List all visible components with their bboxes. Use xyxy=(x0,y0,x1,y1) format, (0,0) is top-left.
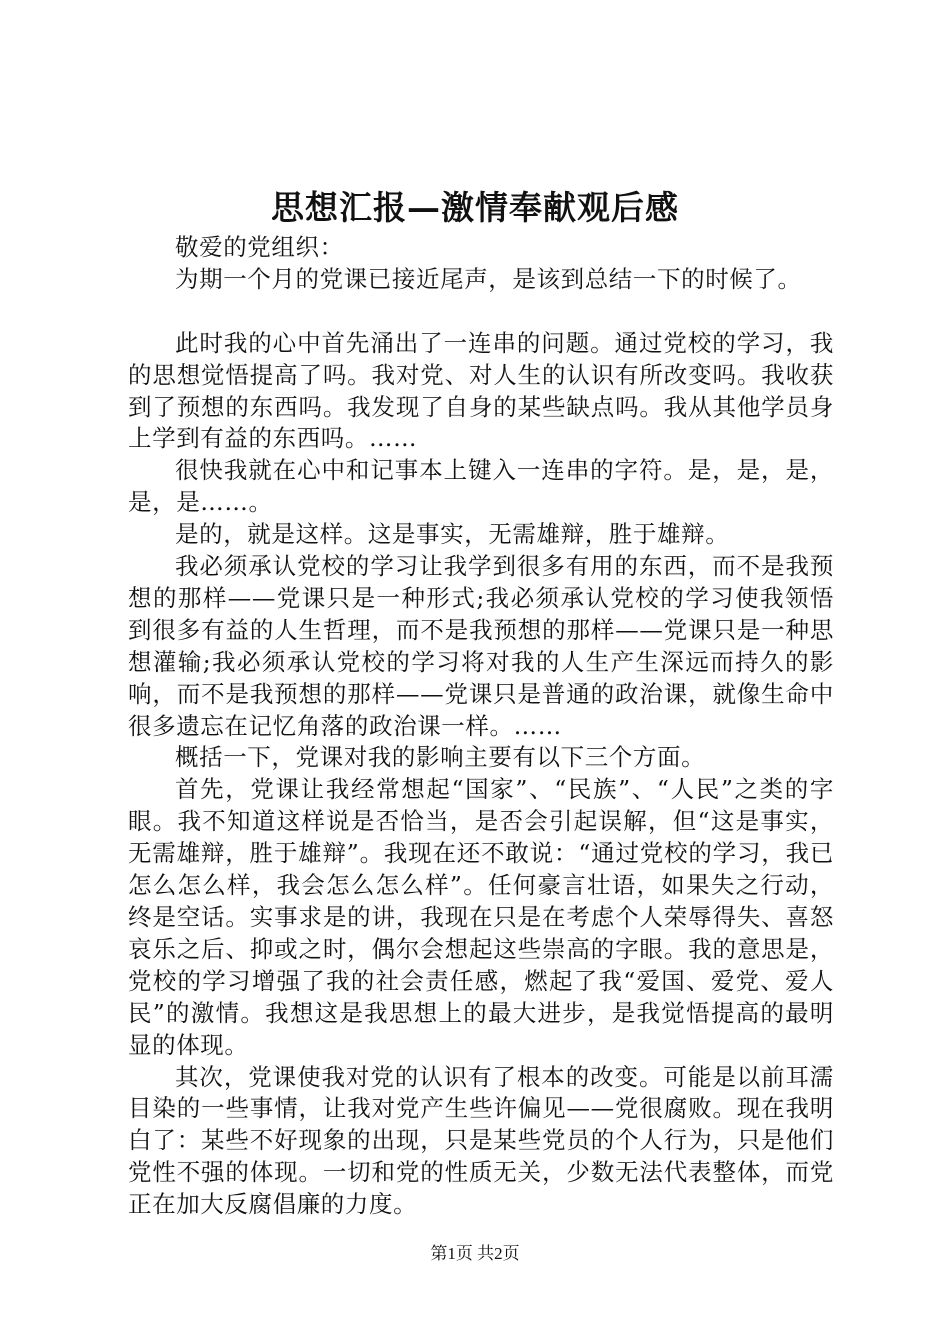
body-paragraph: 很快我就在心中和记事本上键入一连串的字符。是，是，是，是，是……。 xyxy=(128,456,834,517)
body-paragraph: 此时我的心中首先涌出了一连串的问题。通过党校的学习，我的思想觉悟提高了吗。我对党、对人生的认识有所改变吗。我收获到了预想的东西吗。我发现了自身的某些缺点吗。我从其他学员身上学到有益的东西吗。…… xyxy=(128,328,834,453)
salutation: 敬爱的党组织： xyxy=(175,233,344,261)
body-paragraph: 我必须承认党校的学习让我学到很多有用的东西，而不是我预想的那样——党课只是一种形式;我必须承认党校的学习使我领悟到很多有益的人生哲理，而不是我预想的那样——党课只是一种思想灌输;我必须承认党校的学习将对我的人生产生深远而持久的影响，而不是我预想的那样——党课只是普通的政治课，就像生命中很多遗忘在记忆角落的政治课一样。…… xyxy=(128,552,834,740)
body-paragraph: 为期一个月的党课已接近尾声，是该到总结一下的时候了。 xyxy=(175,264,802,293)
body-paragraph: 是的，就是这样。这是事实，无需雄辩，胜于雄辩。 xyxy=(175,520,730,549)
body-paragraph: 首先，党课让我经常想起“国家”、“民族”、“人民”之类的字眼。我不知道这样说是否恰当，是否会引起误解，但“这是事实，无需雄辩，胜于雄辩”。我现在还不敢说：“通过党校的学习，我已怎么怎么样，我会怎么怎么样”。任何豪言壮语，如果失之行动，终是空话。实事求是的讲，我现在只是在考虑个人荣辱得失、喜怒哀乐之后、抑或之时，偶尔会想起这些崇高的字眼。我的意思是，党校的学习增强了我的社会责任感，燃起了我“爱国、爱党、爱人民”的激情。我想这是我思想上的最大进步，是我觉悟提高的最明显的体现。 xyxy=(128,775,834,1059)
page-footer: 第1页 共2页 xyxy=(430,1244,520,1263)
document-body xyxy=(128,232,834,1221)
body-paragraph: 概括一下，党课对我的影响主要有以下三个方面。 xyxy=(175,743,706,772)
document-title: 思想汇报—激情奉献观后感 xyxy=(271,188,679,227)
body-paragraph: 其次，党课使我对党的认识有了根本的改变。可能是以前耳濡目染的一些事情，让我对党产生些许偏见——党很腐败。现在我明白了：某些不好现象的出现，只是某些党员的个人行为，只是他们党性不强的体现。一切和党的性质无关，少数无法代表整体，而党正在加大反腐倡廉的力度。 xyxy=(128,1062,834,1219)
